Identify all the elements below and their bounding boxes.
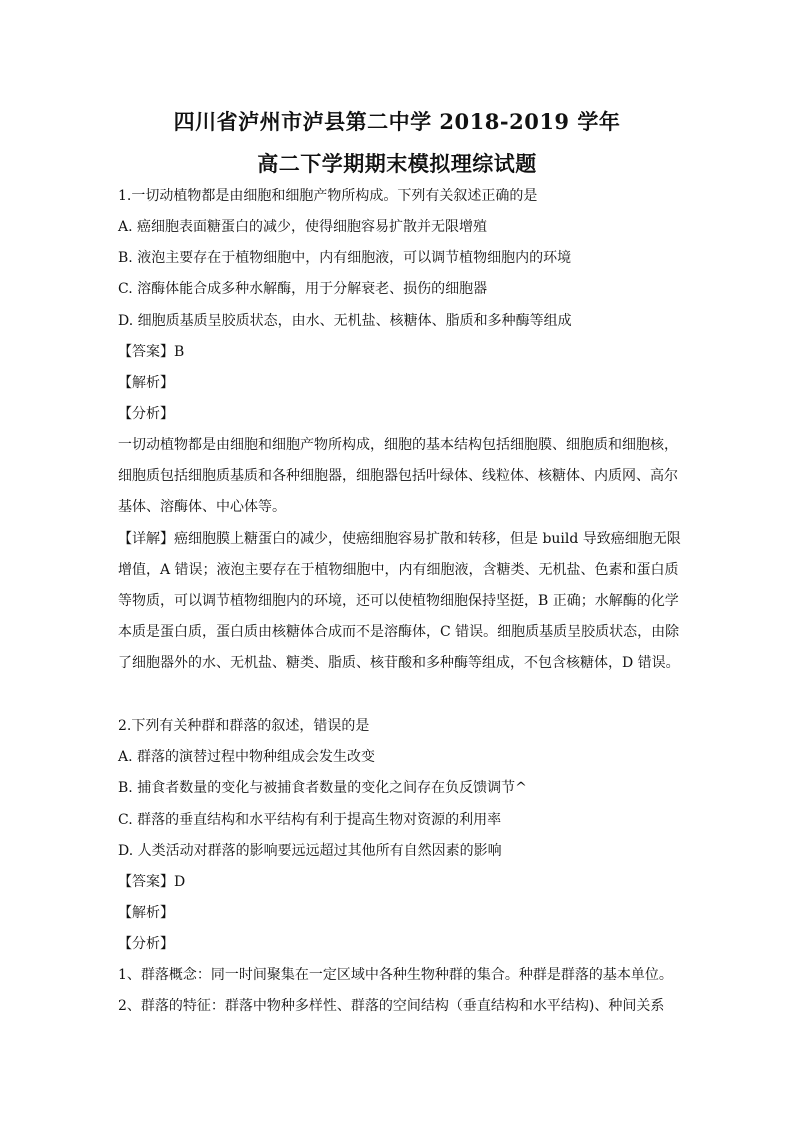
q1-fenxi-line: 基体、溶酶体、中心体等。 — [118, 499, 286, 515]
q1-fenxi-line: 细胞质包括细胞质基质和各种细胞器，细胞器包括叶绿体、线粒体、核糖体、内质网、高尔 — [118, 468, 678, 484]
q2-fenxi-line: 2、群落的特征：群落中物种多样性、群落的空间结构（垂直结构和水平结构)、种间关系 — [118, 998, 665, 1014]
q1-stem: 1.一切动植物都是由细胞和细胞产物所构成。下列有关叙述正确的是 — [118, 188, 538, 204]
q1-detail-line: 等物质，可以调节植物细胞内的环境，还可以使植物细胞保持坚挺，B 正确；水解酶的化学 — [118, 593, 679, 609]
q2-analysis-label: 【解析】 — [118, 905, 174, 921]
q1-fenxi-line: 一切动植物都是由细胞和细胞产物所构成，细胞的基本结构包括细胞膜、细胞质和细胞核， — [118, 437, 678, 453]
q1-fenxi-label: 【分析】 — [118, 406, 174, 422]
q2-stem: 2.下列有关种群和群落的叙述，错误的是 — [118, 718, 370, 734]
document-title-line-2: 高二下学期期末模拟理综试题 — [257, 151, 537, 176]
q1-option-d: D. 细胞质基质呈胶质状态，由水、无机盐、核糖体、脂质和多种酶等组成 — [118, 313, 572, 329]
q1-detail-line: 增值，A 错误；液泡主要存在于植物细胞中，内有细胞液，含糖类、无机盐、色素和蛋白质 — [118, 562, 679, 578]
q1-answer: 【答案】B — [118, 344, 185, 360]
q2-option-b: B. 捕食者数量的变化与被捕食者数量的变化之间存在负反馈调节^ — [118, 780, 527, 796]
q2-option-a: A. 群落的演替过程中物种组成会发生改变 — [118, 749, 376, 765]
q2-option-c: C. 群落的垂直结构和水平结构有利于提高生物对资源的利用率 — [118, 812, 502, 828]
q1-option-a: A. 癌细胞表面糖蛋白的减少，使得细胞容易扩散并无限增殖 — [118, 219, 488, 235]
q1-option-b: B. 液泡主要存在于植物细胞中，内有细胞液，可以调节植物细胞内的环境 — [118, 250, 572, 266]
q1-detail-line: 本质是蛋白质，蛋白质由核糖体合成而不是溶酶体，C 错误。细胞质基质呈胶质状态，由除 — [118, 624, 680, 640]
q1-detail-line: 【详解】癌细胞膜上糖蛋白的减少，使癌细胞容易扩散和转移，但是 build 导致癌细胞无限 — [118, 531, 681, 547]
document-title-line-1: 四川省泸州市泸县第二中学 2018-2019 学年 — [173, 109, 621, 134]
q1-analysis-label: 【解析】 — [118, 375, 174, 391]
q1-option-c: C. 溶酶体能合成多种水解酶，用于分解衰老、损伤的细胞器 — [118, 281, 488, 297]
q2-fenxi-line: 1、群落概念：同一时间聚集在一定区域中各种生物种群的集合。种群是群落的基本单位。 — [118, 967, 673, 983]
q2-fenxi-label: 【分析】 — [118, 936, 174, 952]
q2-answer: 【答案】D — [118, 874, 186, 890]
q2-option-d: D. 人类活动对群落的影响要远远超过其他所有自然因素的影响 — [118, 843, 502, 859]
q1-detail-line: 了细胞器外的水、无机盐、糖类、脂质、核苷酸和多种酶等组成，不包含核糖体，D 错误。 — [118, 655, 680, 671]
